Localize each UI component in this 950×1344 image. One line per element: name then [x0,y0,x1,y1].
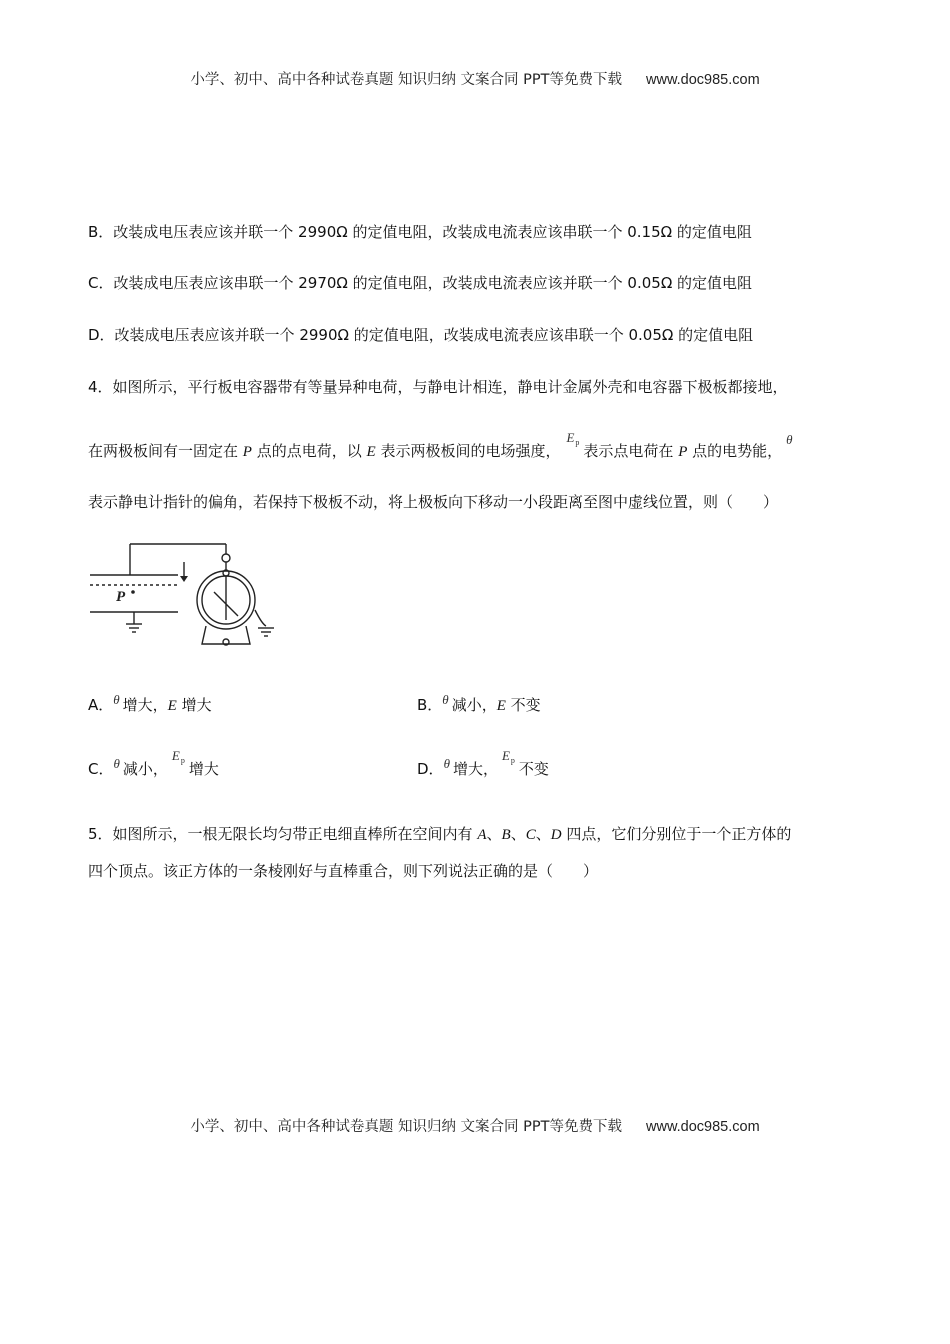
q4-stem-line1: 4．如图所示，平行板电容器带有等量异种电荷，与静电计相连，静电计金属外壳和电容器下极板都接地， [88,378,788,396]
point-p-label: P [242,444,252,460]
q4-text: 点的点电荷，以 [251,442,367,460]
option-text: 不变 [518,760,549,778]
field-e-symbol: E [496,698,506,714]
q4-option-a [88,692,212,716]
ep-e: E [566,430,575,445]
option-text: 增大 [188,760,219,778]
ep-sub: p [180,756,185,765]
q4-text: 表示两极板间的电场强度， [375,442,561,460]
option-label: C． [88,760,114,778]
q4-stem-line3: 表示静电计指针的偏角，若保持下极板不动，将上极板向下移动一小段距离至图中虚线位置，则（ ） [88,493,779,511]
ep-e: E [501,748,510,763]
point-charge-dot [131,590,135,594]
down-arrow-head [180,576,188,582]
theta-symbol: θ [113,692,120,707]
footer-text: 小学、初中、高中各种试卷真题 知识归纳 文案合同 PPT等免费下载 [190,1119,623,1135]
option-text: 不变 [505,696,541,714]
option-text: 减小， [451,696,497,714]
ep-sub: p [575,438,580,447]
point-c-label: C [525,827,536,843]
q5-separator: 、 [510,825,526,843]
footer-url[interactable]: www.doc985.com [646,1119,760,1135]
q5-separator: 、 [486,825,502,843]
point-d-label: D [550,827,562,843]
q5-stem-line2: 四个顶点。该正方体的一条棱刚好与直棒重合，则下列说法正确的是（ ） [88,862,599,880]
option-label: D． [417,760,444,778]
ep-symbol [566,428,579,450]
option-label: A． [88,696,114,714]
option-text: 增大 [176,696,212,714]
point-p-label: P [678,444,688,460]
option-label: B． [417,696,443,714]
case-ground-wire [255,610,266,626]
q5-stem-line1 [88,824,791,845]
point-b-label: B [501,827,511,843]
q4-text: 在两极板间有一固定在 [88,442,243,460]
electrometer-knob [222,554,230,562]
theta-symbol: θ [113,756,120,771]
point-p-label: P [116,589,126,605]
q3-option-b: B．改装成电压表应该并联一个 2990Ω 的定值电阻，改装成电流表应该串联一个 0.15Ω 的定值电阻 [88,223,752,241]
option-text: 增大， [122,696,168,714]
point-a-label: A [477,827,487,843]
q4-option-c [88,748,219,782]
field-e-symbol: E [167,698,177,714]
q4-text: 表示点电荷在 [583,442,679,460]
capacitor-electrometer-diagram [86,540,286,655]
field-e-symbol: E [366,444,376,460]
theta-symbol: θ [442,692,449,707]
header-url[interactable]: www.doc985.com [646,72,760,88]
ep-symbol [172,746,185,768]
theta-symbol: θ [786,432,793,447]
q4-stem-line2 [88,430,795,464]
q4-option-d [417,748,549,782]
option-text: 减小， [122,760,168,778]
ep-e: E [171,748,180,763]
header-text: 小学、初中、高中各种试卷真题 知识归纳 文案合同 PPT等免费下载 [190,72,623,88]
page-footer [0,1115,950,1136]
q3-option-c: C．改装成电压表应该串联一个 2970Ω 的定值电阻，改装成电流表应该并联一个 0.05Ω 的定值电阻 [88,274,753,292]
q5-text: 四点，它们分别位于一个正方体的 [561,825,792,843]
page-header [0,68,950,89]
q5-separator: 、 [535,825,551,843]
option-text: 增大， [452,760,498,778]
q3-option-d: D．改装成电压表应该并联一个 2990Ω 的定值电阻，改装成电流表应该串联一个 0.05Ω 的定值电阻 [88,326,754,344]
q4-option-b [417,692,541,716]
q4-text: 点的电势能， [687,442,783,460]
ep-sub: p [510,756,515,765]
ep-symbol [502,746,515,768]
theta-symbol: θ [443,756,450,771]
q5-text: 5．如图所示，一根无限长均匀带正电细直棒所在空间内有 [88,825,478,843]
